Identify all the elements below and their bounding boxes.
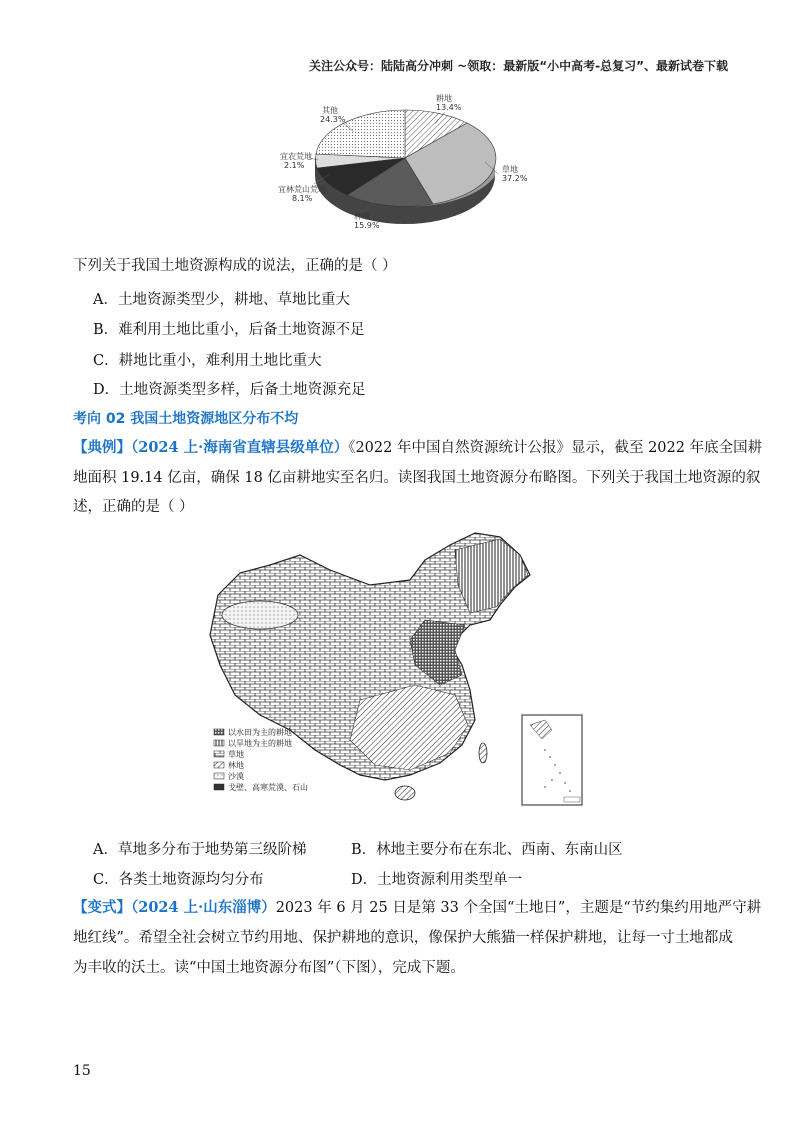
q2-option-c[interactable]: C．各类土地资源均匀分布 <box>93 872 264 888</box>
section-heading: 考向 02 我国土地资源地区分布不均 <box>73 411 299 427</box>
page-header: 关注公众号：陆陆高分冲刺 ~领取：最新版“小中高考-总复习”、最新试卷下载 <box>309 59 728 73</box>
variant-line-1 <box>73 898 761 918</box>
legend-dryland: 以旱地为主的耕地 <box>228 739 292 748</box>
pie-value-other: 24.3% <box>320 115 346 124</box>
example-tag: 【典例】（2024 上·海南省直辖县级单位） <box>73 439 349 456</box>
example-line-3: 述，正确的是（ ） <box>73 499 194 515</box>
pie-label-other: 其他 <box>322 106 338 115</box>
variant-tag: 【变式】（2024 上·山东淄博） <box>73 899 276 916</box>
variant-line-3: 为丰收的沃土。读“中国土地资源分布图”（下图），完成下题。 <box>73 960 465 976</box>
south-china-sea-inset <box>522 715 582 805</box>
pie-value-arable: 13.4% <box>436 103 462 112</box>
legend-gobi: 戈壁、高寒荒漠、石山 <box>228 783 308 792</box>
q2-option-d[interactable]: D．土地资源利用类型单一 <box>351 872 523 888</box>
pie-label-barren-farm: 宜农荒地 <box>280 152 312 161</box>
example-text-1: 《2022 年中国自然资源统计公报》显示，截至 2022 年底全国耕 <box>348 440 763 456</box>
land-use-pie-chart <box>270 88 530 238</box>
example-line-1 <box>73 438 762 458</box>
q1-option-c[interactable]: C．耕地比重小，难利用土地比重大 <box>93 353 322 369</box>
q2-option-b[interactable]: B．林地主要分布在东北、西南、东南山区 <box>351 842 623 858</box>
pie-value-forest: 15.9% <box>354 221 380 230</box>
q2-option-a[interactable]: A．草地多分布于地势第三级阶梯 <box>93 842 307 858</box>
pie-value-barren-farm: 2.1% <box>284 161 305 170</box>
pie-label-arable: 耕地 <box>436 94 452 103</box>
q1-option-b[interactable]: B．难利用土地比重小，后备土地资源不足 <box>93 322 365 338</box>
example-line-2: 地面积 19.14 亿亩，确保 18 亿亩耕地实至名归。读图我国土地资源分布略图。下列关于我国土地资源的叙 <box>73 470 761 486</box>
map-legend <box>214 727 308 792</box>
pie-label-forest: 林地 <box>354 212 370 221</box>
legend-paddy: 以水田为主的耕地 <box>228 728 292 737</box>
china-land-resource-map <box>200 525 590 815</box>
pie-value-barren-forest: 8.1% <box>292 194 313 203</box>
pie-value-grassland: 37.2% <box>502 174 528 183</box>
variant-line-2: 地红线”。希望全社会树立节约用地、保护耕地的意识，像保护大熊猫一样保护耕地，让每一寸土地都成 <box>73 930 733 946</box>
legend-forest: 林地 <box>228 761 244 770</box>
q1-option-d[interactable]: D．土地资源类型多样，后备土地资源充足 <box>93 382 366 398</box>
page-number: 15 <box>73 1063 91 1079</box>
pie-label-grassland: 草地 <box>502 165 518 174</box>
q1-option-a[interactable]: A．土地资源类型少，耕地、草地比重大 <box>93 292 350 308</box>
variant-text-1: 2023 年 6 月 25 日是第 33 个全国“土地日”，主题是“节约集约用地严守耕 <box>275 900 762 916</box>
legend-grassland: 草地 <box>228 750 244 759</box>
question-1-stem: 下列关于我国土地资源构成的说法，正确的是（ ） <box>73 258 397 274</box>
legend-desert: 沙漠 <box>228 772 244 781</box>
pie-label-barren-forest: 宜林荒山荒地 <box>278 185 326 194</box>
